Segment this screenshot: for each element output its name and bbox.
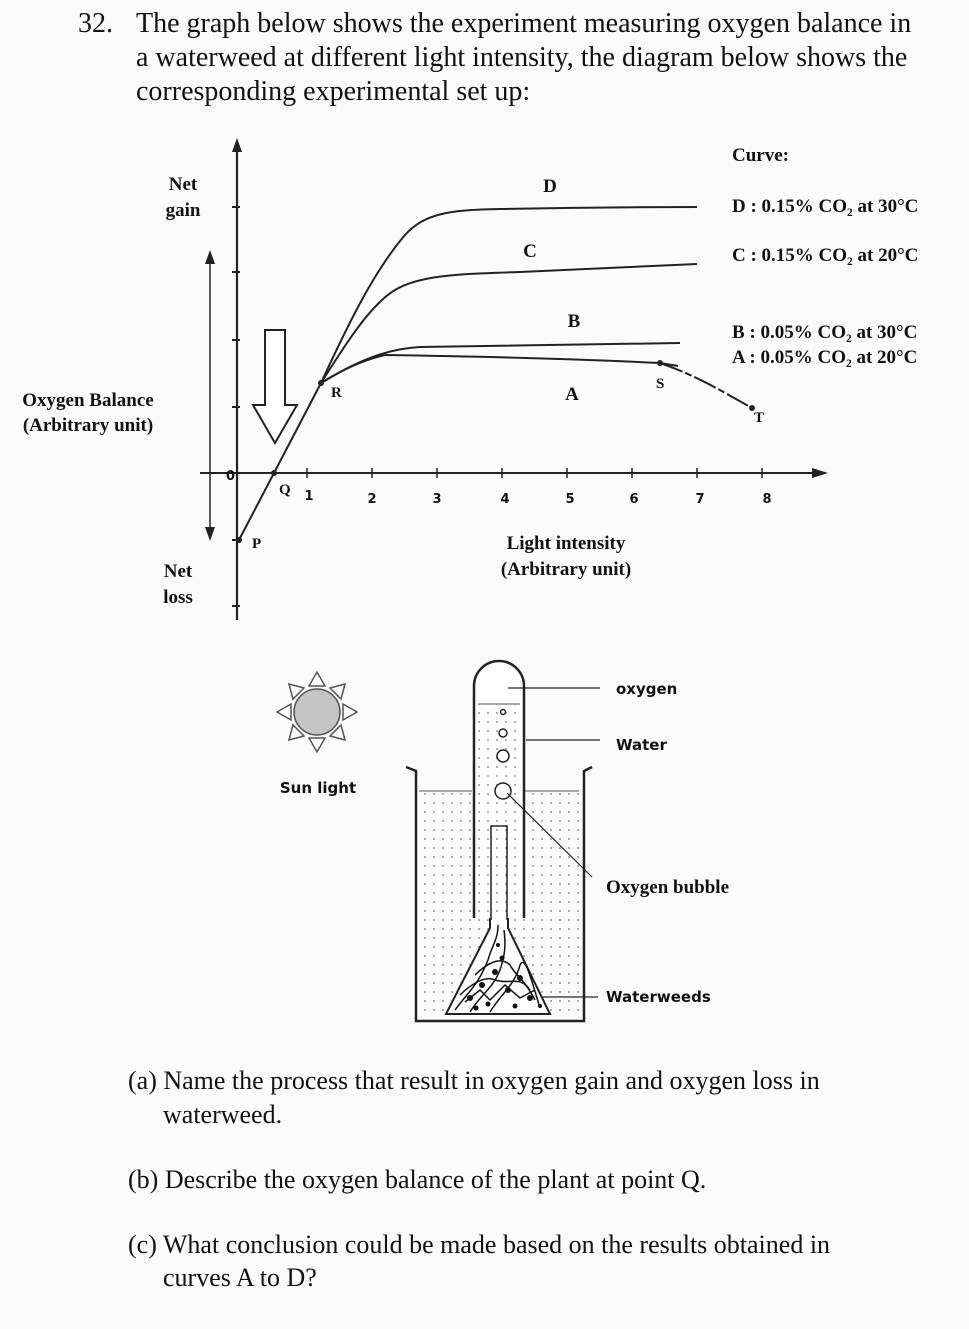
x-tick-7: 7 [695, 492, 705, 507]
legend-title: Curve: [732, 145, 789, 166]
x-tick-3: 3 [432, 492, 442, 507]
point-r-marker [318, 380, 324, 386]
legend-c: C : 0.15% CO₂ at 20°C [732, 245, 919, 266]
sub-question-a-line-1: (a) Name the process that result in oxygen gain and oxygen loss in [128, 1066, 820, 1095]
x-axis [200, 468, 828, 478]
curve-b-label: B [567, 311, 581, 332]
oxygen-bubble-label: Oxygen bubble [606, 877, 730, 898]
legend-a: A : 0.05% CO₂ at 20°C [732, 347, 918, 368]
curve-a-decline [660, 363, 752, 408]
question-line-3: corresponding experimental set up: [136, 76, 531, 107]
point-q-marker [271, 470, 277, 476]
x-tick-4: 4 [500, 492, 510, 507]
waterweeds-label: Waterweeds [606, 988, 711, 1006]
legend-b: B : 0.05% CO₂ at 30°C [732, 322, 918, 343]
sun-light-label: Sun light [279, 779, 357, 797]
question-line-2: a waterweed at different light intensity, the diagram below shows the [136, 42, 908, 73]
point-t-label: T [754, 410, 765, 426]
x-tick-8: 8 [762, 492, 772, 507]
sub-question-c-line-1: (c) What conclusion could be made based on the results obtained in [128, 1230, 831, 1259]
x-tick-6: 6 [629, 492, 639, 507]
sub-question-b: (b) Describe the oxygen balance of the plant at point Q. [128, 1165, 707, 1194]
curves [239, 207, 752, 540]
gain-loss-double-arrow [205, 250, 215, 541]
curve-a-label: A [565, 384, 579, 405]
curve-a [321, 355, 678, 383]
light-arrow-icon [253, 330, 297, 443]
setup-labels [606, 680, 729, 1006]
question-number: 32. [78, 8, 113, 39]
point-q-label: Q [279, 482, 291, 498]
y-net-loss-label-2: loss [163, 587, 193, 608]
water-label: Water [616, 736, 667, 754]
point-r-label: R [331, 385, 342, 401]
point-labels [252, 376, 764, 552]
point-p-marker [236, 537, 242, 543]
sub-question-c-line-2: curves A to D? [163, 1263, 317, 1292]
curve-c [321, 264, 697, 383]
point-s-label: S [656, 376, 665, 392]
y-axis-label-1: Oxygen Balance [22, 390, 154, 411]
oxygen-label: oxygen [616, 680, 678, 698]
y-axis [232, 138, 242, 620]
y-zero-label: 0 [226, 469, 236, 484]
y-net-gain-label-2: gain [165, 200, 201, 221]
sub-question-a-line-2: waterweed. [163, 1100, 283, 1129]
x-tick-1: 1 [304, 489, 314, 504]
x-tick-labels [304, 489, 771, 507]
x-axis-label-1: Light intensity [506, 533, 626, 554]
question-line-1: The graph below shows the experiment measuring oxygen balance in [136, 8, 912, 39]
curve-c-label: C [523, 241, 537, 262]
point-p-label: P [252, 536, 262, 552]
curve-d-label: D [543, 176, 557, 197]
sun-icon [277, 672, 357, 752]
curve-letters [523, 176, 581, 405]
x-axis-label-2: (Arbitrary unit) [500, 559, 632, 580]
y-net-loss-label-1: Net [163, 561, 193, 582]
legend-d: D : 0.15% CO₂ at 30°C [732, 196, 919, 217]
point-markers [236, 360, 755, 543]
legend [732, 145, 918, 368]
y-axis-label-2: (Arbitrary unit) [22, 415, 154, 436]
curve-b [321, 343, 680, 383]
y-net-gain-label-1: Net [168, 174, 198, 195]
x-tick-5: 5 [565, 492, 575, 507]
x-tick-2: 2 [367, 492, 377, 507]
point-s-marker [657, 360, 663, 366]
